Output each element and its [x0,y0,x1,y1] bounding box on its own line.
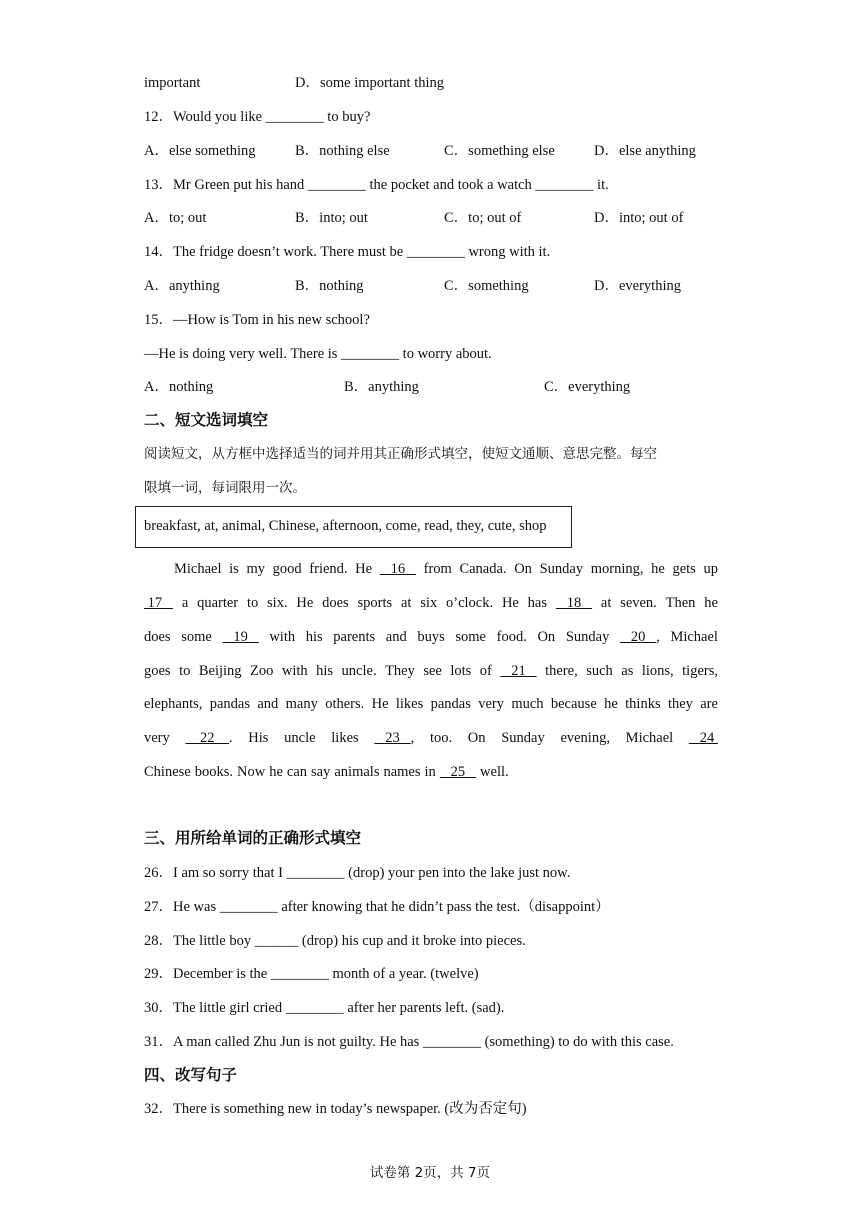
q15-stem-2: —He is doing very well. There is ________ to worry about. [144,346,492,362]
passage-word: elephants, [144,696,203,712]
q15-option-b: B．anything [344,379,419,395]
passage-word: He [371,696,389,712]
passage-word: tigers, [682,663,718,679]
q13-option-a: A．to; out [144,210,207,226]
section3-title: 三、用所给单词的正确形式填空 [144,829,362,847]
passage-word: at [401,595,412,611]
passage-word: seven. [620,595,657,611]
q13-option-b: B．into; out [295,210,368,226]
passage-word: pandas [209,696,250,712]
passage-word: six. [267,595,288,611]
q11-option-c: important [144,75,201,91]
passage-word: Michael [174,561,222,577]
passage-word: On [537,629,556,645]
passage-word: has [527,595,548,611]
section4-title: 四、改写句子 [144,1066,238,1084]
passage-word: he [704,595,718,611]
section2-instructions-2: 限填一词，每词限用一次。 [144,480,306,496]
passage-word: morning, [590,561,644,577]
passage-word: he [651,561,665,577]
passage-word: are [700,696,718,712]
passage-word: because [550,696,597,712]
passage-word: Canada. [459,561,507,577]
passage-word: such [586,663,613,679]
passage-word: see [423,663,442,679]
passage-word: gets [672,561,696,577]
passage-blank: 16 [379,561,416,577]
passage-word: They [385,663,415,679]
passage-line-6 [144,728,718,748]
passage-blank: 24 [688,730,718,746]
passage-word: can [286,764,308,780]
passage-word: my [246,561,265,577]
passage-blank: 17 [144,595,173,611]
passage-word: with [269,629,296,645]
q14-option-a: A．anything [144,278,220,294]
passage-word: likes [395,696,424,712]
passage-word: at [600,595,612,611]
passage-word: others. [325,696,365,712]
passage-word: thinks [625,696,661,712]
passage-word: too. [429,730,453,746]
passage-word: He [501,595,519,611]
passage-word: in [424,764,436,780]
passage-word: to [179,663,191,679]
passage-line-2 [144,593,718,613]
q14-option-b: B．nothing [295,278,364,294]
passage-word: Michael [625,730,674,746]
passage-word: his [316,663,334,679]
q29: 29．December is the ________ month of a year. (twelve) [144,966,479,982]
q26: 26．I am so sorry that I ________ (drop) your pen into the lake just now. [144,865,571,881]
passage-word: uncle. [341,663,377,679]
q14-option-d: D．everything [594,278,681,294]
passage-line-1 [174,559,718,579]
q12-option-b: B．nothing else [295,143,390,159]
passage-word: parents [333,629,376,645]
q15-option-c: C．everything [544,379,631,395]
section2-title: 二、短文选词填空 [144,411,269,429]
passage-word: Now [237,764,266,780]
passage-word: likes [331,730,359,746]
q14-option-c: C．something [444,278,529,294]
passage-word: o’clock. [446,595,494,611]
passage-word: lots [450,663,472,679]
q15-option-a: A．nothing [144,379,214,395]
passage-word: food. [496,629,527,645]
passage-word: Sunday [501,730,545,746]
passage-blank: 21 [500,663,537,679]
passage-blank: 25 [439,764,477,780]
passage-word: lions, [641,663,674,679]
passage-line-5 [144,694,718,714]
passage-word: good [272,561,302,577]
passage-word: Chinese [144,764,191,780]
passage-word: pandas [430,696,471,712]
passage-word: very [478,696,504,712]
passage-word: as [621,663,634,679]
passage-blank: 20 , [619,629,660,645]
passage-word: they [667,696,693,712]
q11-option-d: D．some important thing [295,75,445,91]
passage-word: up [703,561,718,577]
passage-word: is [229,561,239,577]
passage-word: Michael [670,629,718,645]
q13-stem: 13．Mr Green put his hand ________ the pocket and took a watch ________ it. [144,177,609,193]
q12-option-d: D．else anything [594,143,696,159]
passage-word: very [144,730,170,746]
passage-word: does [322,595,349,611]
passage-word: Beijing [198,663,242,679]
q31: 31．A man called Zhu Jun is not guilty. He has ________ (something) to do with this case. [144,1034,674,1050]
passage-word: some [181,629,212,645]
passage-word: with [281,663,308,679]
passage-word: Sunday [565,629,610,645]
passage-word: books. [194,764,233,780]
q12-option-a: A．else something [144,143,256,159]
word-box [135,506,572,548]
passage-word: and [385,629,407,645]
passage-blank: 23 , [374,730,415,746]
passage-blank: 19 [222,629,259,645]
passage-word: well. [480,764,509,780]
passage-word: goes [144,663,171,679]
passage-word: On [467,730,486,746]
passage-word: much [511,696,544,712]
q15-stem: 15．—How is Tom in his new school? [144,312,370,328]
page-footer: 试卷第 2页，共 7页 [369,1165,491,1181]
passage-word: from [423,561,452,577]
q28: 28．The little boy ______ (drop) his cup and it broke into pieces. [144,933,526,949]
passage-line-3 [144,627,718,647]
passage-word: some [455,629,486,645]
passage-word: friend. [309,561,348,577]
q13-option-c: C．to; out of [444,210,522,226]
passage-word: to [246,595,259,611]
passage-word: his [305,629,323,645]
passage-word: say [311,764,331,780]
passage-line-7 [144,762,718,782]
passage-word: a [181,595,189,611]
passage-word: there, [545,663,578,679]
passage-word: He [296,595,314,611]
section2-instructions-1: 阅读短文，从方框中选择适当的词并用其正确形式填空，使短文通顺、意思完整。每空 [144,446,657,462]
passage-word: On [514,561,532,577]
passage-word: many [285,696,318,712]
q30: 30．The little girl cried ________ after her parents left. (sad). [144,1000,505,1016]
passage-word: of [479,663,492,679]
q27: 27．He was ________ after knowing that he didn’t pass the test.（disappoint） [144,899,610,915]
passage-blank: 18 [555,595,593,611]
passage-word: He [355,561,373,577]
passage-word: Then [665,595,696,611]
q13-option-d: D．into; out of [594,210,684,226]
passage-word: does [144,629,171,645]
word-box-text: breakfast, at, animal, Chinese, afternoon, come, read, they, cute, shop [144,518,547,534]
passage-word: sports [357,595,393,611]
q14-stem: 14．The fridge doesn’t work. There must be ________ wrong with it. [144,244,551,260]
passage-word: Zoo [250,663,274,679]
passage-word: quarter [197,595,239,611]
passage-word: six [420,595,438,611]
passage-word: buys [417,629,445,645]
passage-blank: 22 . [185,730,233,746]
q12-option-c: C．something else [444,143,555,159]
q12-stem: 12．Would you like ________ to buy? [144,109,371,125]
passage-word: he [269,764,283,780]
q32: 32．There is something new in today’s newspaper. (改为否定句) [144,1101,527,1117]
passage-word: uncle [284,730,316,746]
passage-line-4 [144,661,718,681]
passage-word: His [248,730,269,746]
passage-word: names [383,764,421,780]
passage-word: he [604,696,618,712]
passage-word: and [257,696,279,712]
passage-word: Sunday [539,561,584,577]
passage-word: animals [334,764,380,780]
passage-word: evening, [560,730,610,746]
